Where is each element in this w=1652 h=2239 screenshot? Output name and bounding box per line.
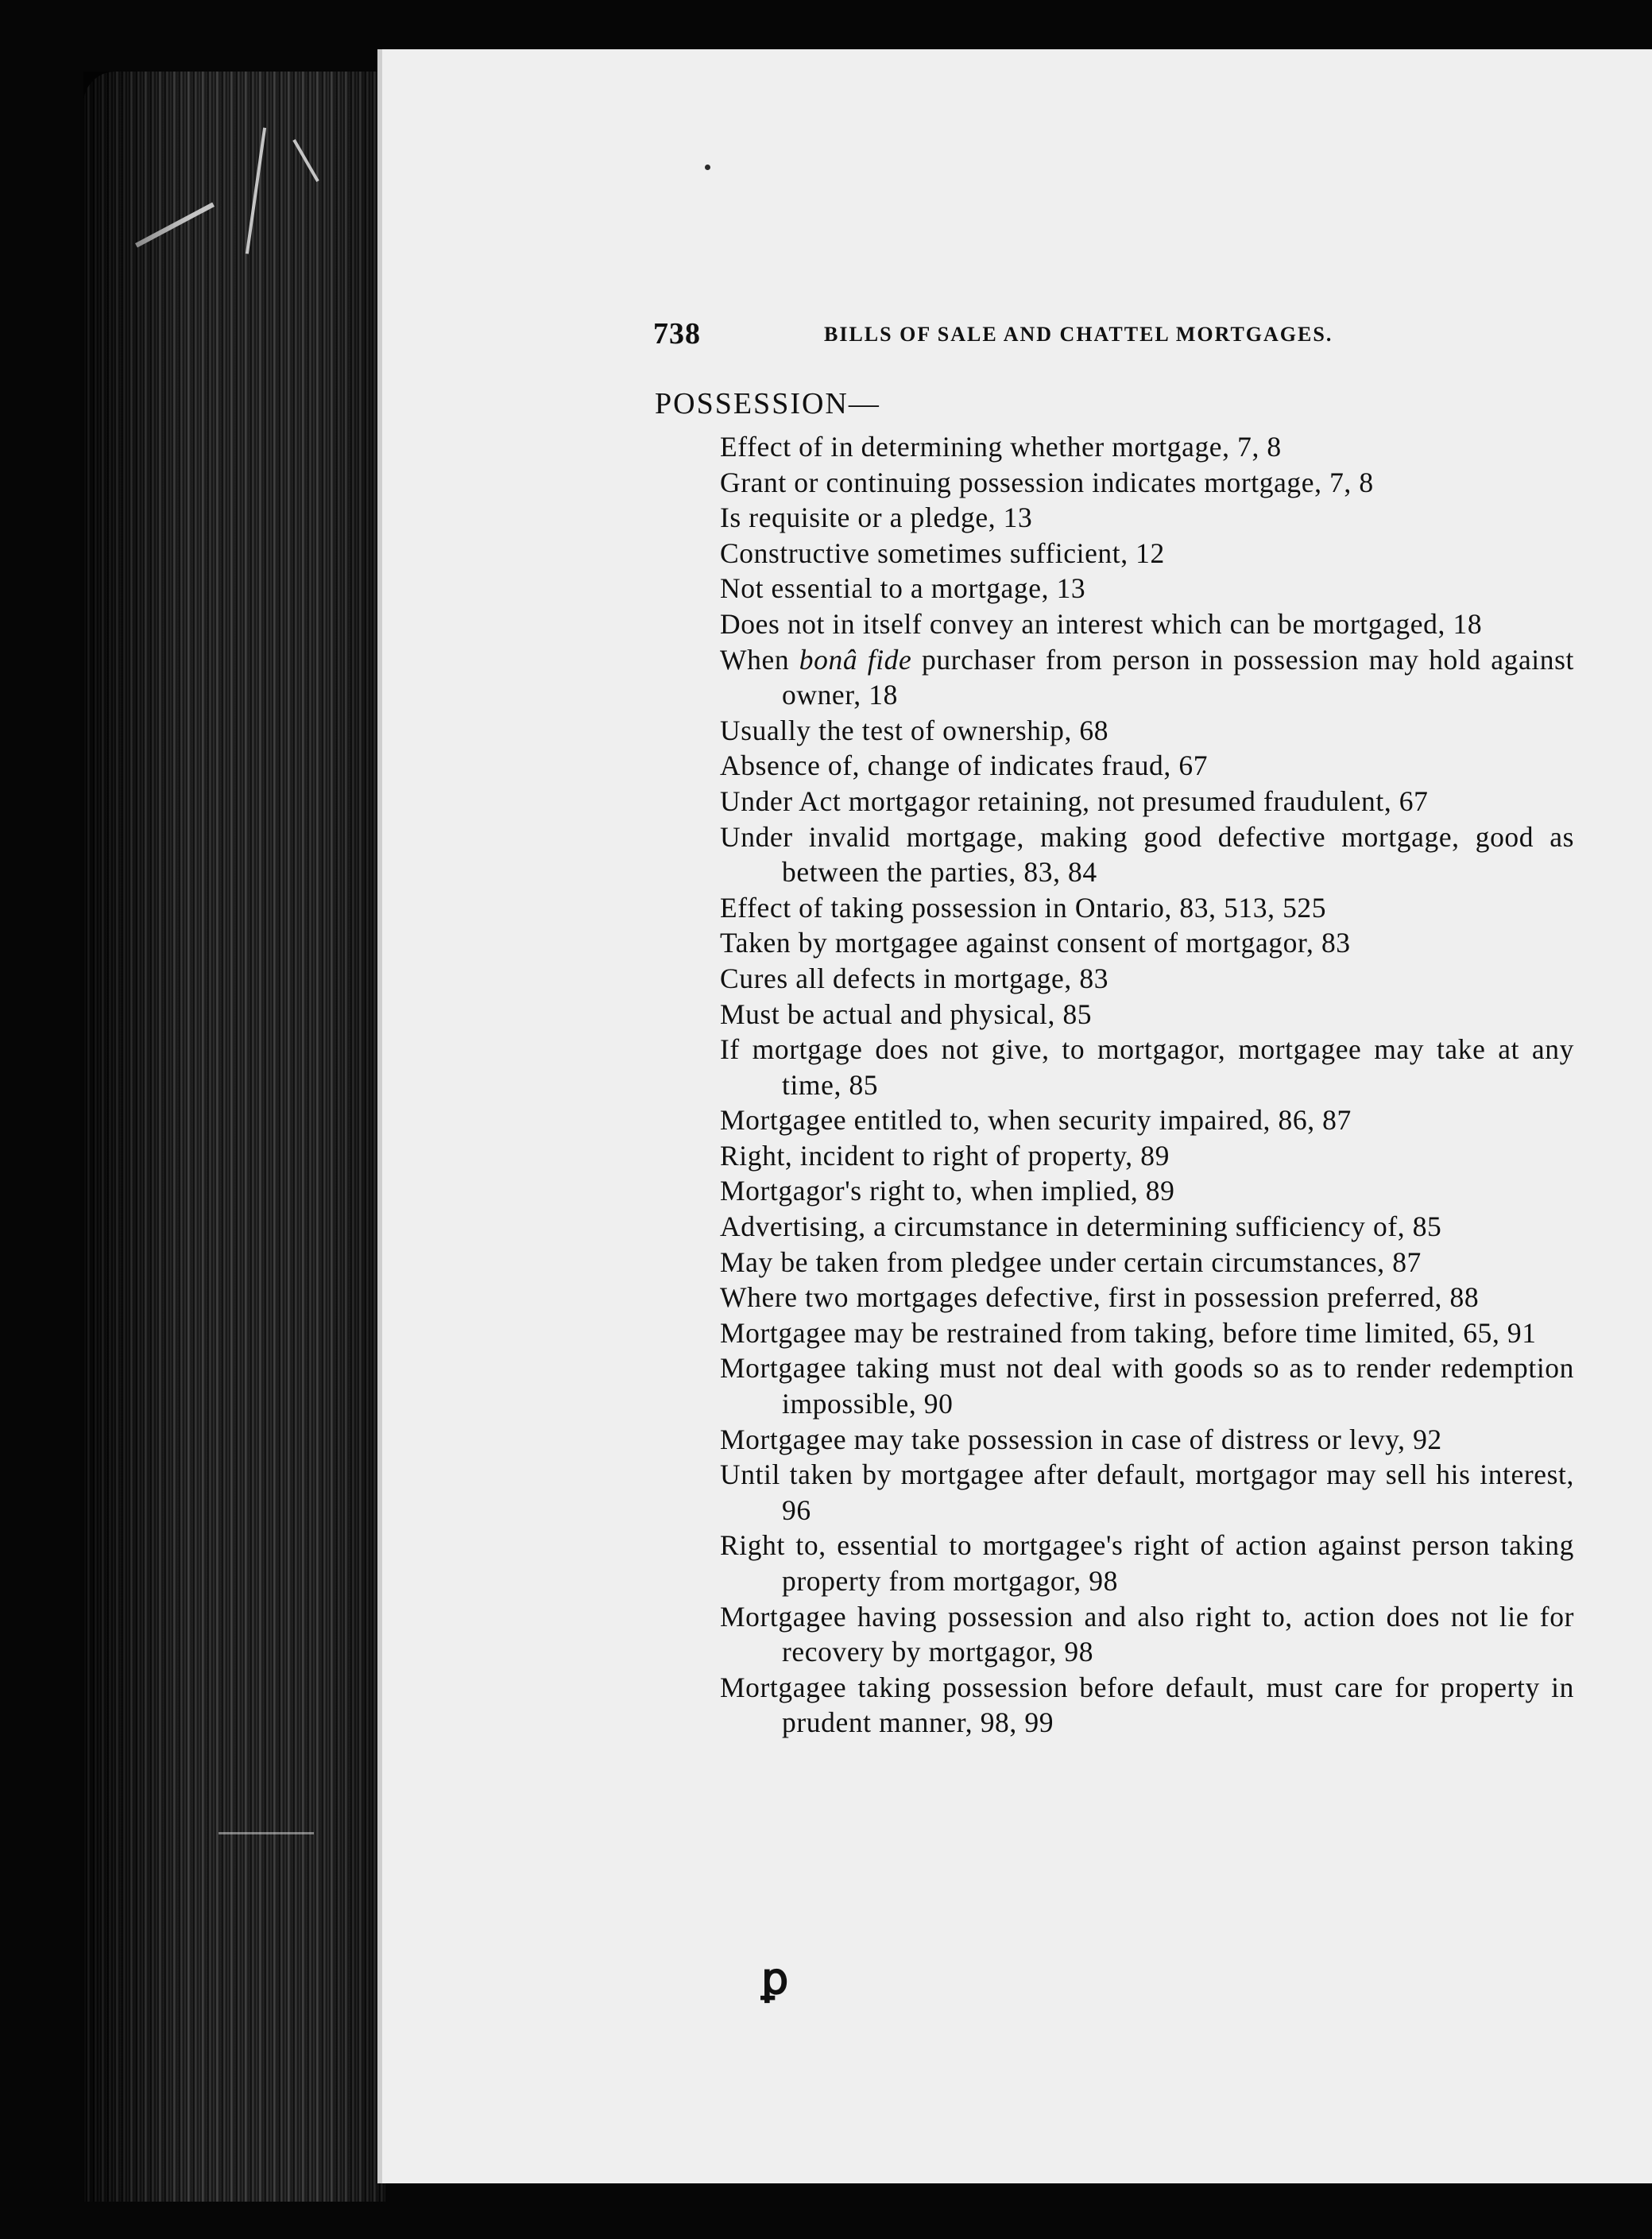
ink-speck — [705, 165, 710, 170]
index-entry: When bonâ fide purchaser from person in possession may hold against owner, 18 — [720, 643, 1574, 711]
bottom-ink-mark: ꝑ — [761, 1955, 789, 2003]
index-entry: Absence of, change of indicates fraud, 67 — [720, 750, 1209, 782]
edge-scuff-mark — [135, 203, 215, 248]
index-entry: Does not in itself convey an interest which can be mortgaged, 18 — [720, 607, 1483, 640]
edge-scuff-mark — [292, 139, 319, 182]
index-entry: Mortgagee having possession and also right to, action does not lie for recovery by mortgagor, 98 — [720, 1600, 1574, 1668]
index-entry: Advertising, a circumstance in determining sufficiency of, 85 — [720, 1211, 1442, 1243]
index-entry: Not essential to a mortgage, 13 — [720, 572, 1086, 605]
edge-scuff-mark — [246, 128, 266, 254]
index-entry: Constructive sometimes sufficient, 12 — [720, 537, 1165, 569]
index-entry: Is requisite or a pledge, 13 — [720, 502, 1033, 534]
index-entry: Taken by mortgagee against consent of mortgagor, 83 — [720, 927, 1351, 959]
index-heading: POSSESSION— — [655, 387, 880, 420]
index-entry: Mortgagee taking possession before default, must care for property in prudent manner, 98, 99 — [720, 1671, 1574, 1739]
running-head — [653, 316, 1551, 356]
index-entry: Under invalid mortgage, making good defective mortgage, good as between the parties, 83, 84 — [720, 820, 1574, 889]
index-entry: Usually the test of ownership, 68 — [720, 714, 1109, 746]
index-entry: May be taken from pledgee under certain circumstances, 87 — [720, 1245, 1422, 1278]
index-entry: Where two mortgages defective, first in possession preferred, 88 — [720, 1281, 1480, 1314]
index-entry: Mortgagee entitled to, when security impaired, 86, 87 — [720, 1104, 1352, 1137]
index-entry: Cures all defects in mortgage, 83 — [720, 962, 1109, 994]
index-entry: Under Act mortgagor retaining, not presumed fraudulent, 67 — [720, 784, 1429, 817]
index-entry: Effect of taking possession in Ontario, 83, 513, 525 — [720, 891, 1327, 924]
index-entry: Mortgagee may take possession in case of distress or levy, 92 — [720, 1423, 1442, 1455]
index-entry: Must be actual and physical, 85 — [720, 997, 1093, 1030]
index-entry: Mortgagor's right to, when implied, 89 — [720, 1175, 1175, 1207]
index-entry: Mortgagee may be restrained from taking, before time limited, 65, 91 — [720, 1316, 1537, 1349]
index-entry: Until taken by mortgagee after default, mortgagor may sell his interest, 96 — [720, 1458, 1574, 1526]
index-entry: If mortgage does not give, to mortgagor, mortgagee may take at any time, 85 — [720, 1033, 1574, 1101]
latin-phrase: bonâ fide — [799, 643, 912, 676]
index-entry: Effect of in determining whether mortgage, 7, 8 — [720, 431, 1282, 463]
index-entry: Right to, essential to mortgagee's right of action against person taking property from mortgagor, 98 — [720, 1529, 1574, 1597]
running-head-title: BILLS OF SALE AND CHATTEL MORTGAGES. — [824, 323, 1333, 346]
edge-scuff-mark — [219, 1832, 314, 1834]
page-number: 738 — [653, 317, 701, 351]
index-entry: Mortgagee taking must not deal with goods so as to render redemption impossible, 90 — [720, 1352, 1574, 1420]
index-entry: Grant or continuing possession indicates mortgage, 7, 8 — [720, 466, 1374, 498]
index-entry: Right, incident to right of property, 89 — [720, 1139, 1170, 1172]
book-page-edges — [83, 72, 385, 2202]
index-entry-list — [720, 429, 1574, 1741]
